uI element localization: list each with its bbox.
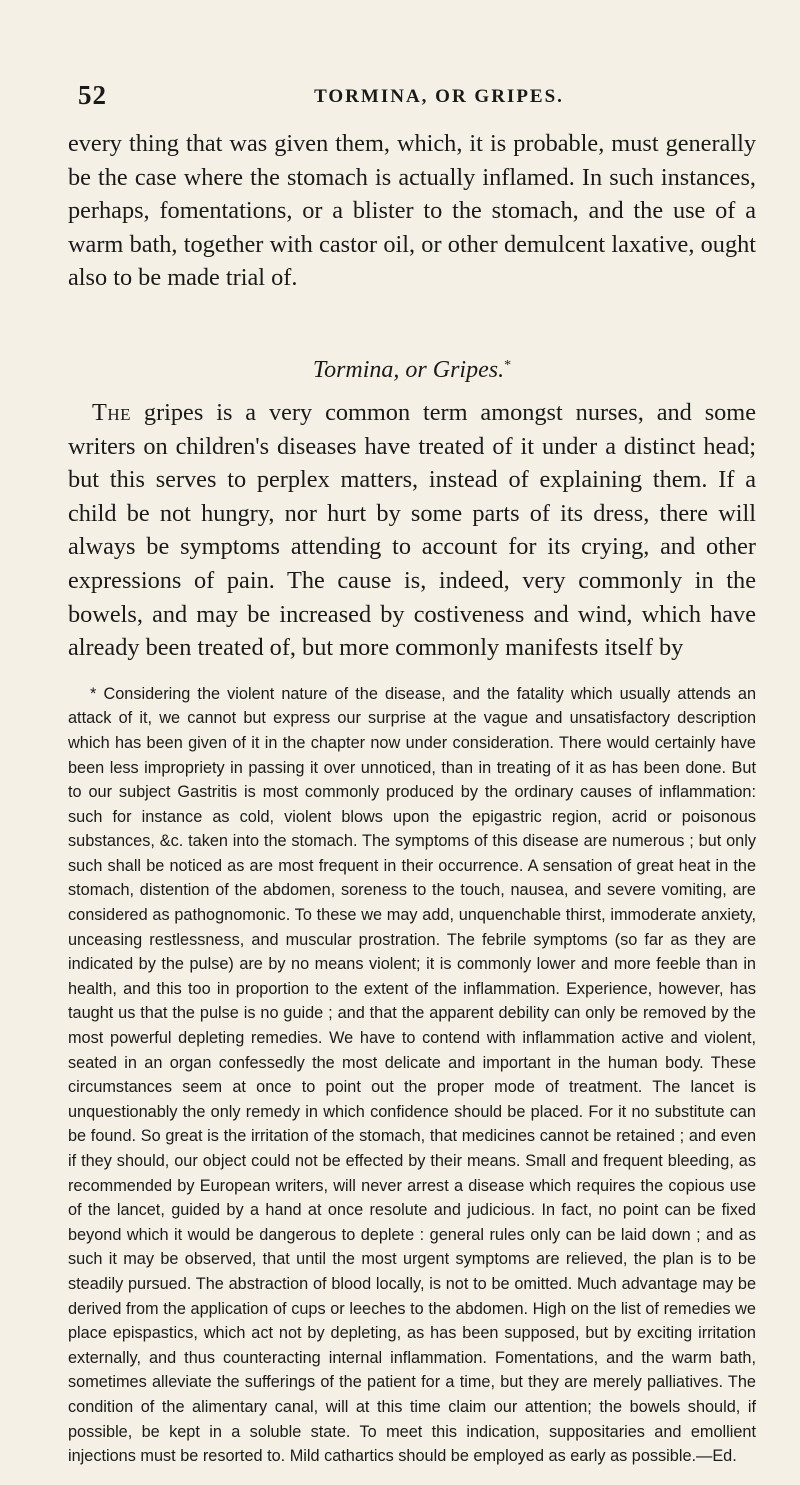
page-content: [68, 127, 756, 1485]
footnote: [68, 682, 756, 1469]
section-heading: [68, 357, 756, 384]
section-paragraph: [68, 396, 756, 665]
continuation-paragraph: every thing that was given them, which, it is probable, must generally be the case where the stomach is actually inflamed. In such instances, perhaps, fomentations, or a blister to the stomach, and the use of a warm bath, together with castor oil, or other demulcent laxative, ought also to be made trial of.: [68, 130, 756, 292]
section-title: Tormina, or Gripes.: [312, 356, 505, 383]
page-header: [78, 80, 754, 110]
running-title: TORMINA, OR GRIPES.: [314, 86, 564, 107]
footnote-marker: *: [90, 684, 97, 703]
section-paragraph-text: gripes is a very common term amongst nurses, and some writers on children's diseases have treated of it under a distinct head; but this serves to perplex matters, instead of explaining them. If a child be not hungry, nor hurt by some parts of its dress, there will always be symptoms attending to account for its crying, and other expressions of pain. The cause is, indeed, very commonly in the bowels, and may be increased by costiveness and wind, which have already been treated of, but more commonly manifests itself by: [68, 398, 756, 662]
footnote-reference: *: [504, 357, 512, 373]
lead-word: The: [92, 398, 132, 426]
footnote-text: Considering the violent nature of the disease, and the fatality which usually attends an attack of it, we cannot but express our surprise at the vague and unsatisfactory description which has been given of it in the chapter now under consideration. There would certainly have been less impropriety in passing it over unnoticed, than in treating of it as has been done. But to our subject Gastritis is most commonly produced by the ordinary causes of inflammation: such for instance as cold, violent blows upon the epigastric region, acrid or poisonous substances, &c. taken into the stomach. The symptoms of this disease are numerous ; but only such shall be noticed as are most frequent in their occurrence. A sensation of great heat in the stomach, distention of the abdomen, soreness to the touch, nausea, and severe vomiting, are considered as pathognomonic. To these we may add, unquenchable thirst, immoderate anxiety, unceasing restlessness, and muscular prostration. The febrile symptoms (so far as they are indicated by the pulse) are by no means violent; it is commonly lower and more feeble than in health, and this too in proportion to the extent of the inflammation. Experience, however, has taught us that the pulse is no guide ; and that the apparent debility can only be removed by the most powerful depleting remedies. We have to contend with inflammation active and violent, seated in an organ confessedly the most delicate and important in the human body. These circumstances seem at once to point out the proper mode of treatment. The lancet is unquestionably the only remedy in which confidence should be placed. For it no substitute can be found. So great is the irritation of the stomach, that medicines cannot be retained ; and even if they should, our object could not be effected by their means. Small and frequent bleeding, as recommended by European writers, will never arrest a disease which requires the copious use of the lancet, guided by a hand at once resolute and judicious. In fact, no point can be fixed beyond which it would be dangerous to deplete : general rules only can be laid down ; and as such it may be observed, that until the most urgent symptoms are relieved, the plan is to be steadily pursued. The abstraction of blood locally, is not to be omitted. Much advantage may be derived from the application of cups or leeches to the abdomen. High on the list of remedies we place epispastics, which act not by depleting, as has been supposed, but by exciting irritation externally, and thus counteracting internal inflammation. Fomentations, and the warm bath, sometimes alleviate the sufferings of the patient for a time, but they are merely palliatives. The condition of the alimentary canal, will at this time claim our attention; the bowels should, if possible, be kept in a soluble state. To meet this indication, suppositaries and emollient injections must be resorted to. Mild cathartics should be employed as early as possible.—Ed.: [68, 684, 757, 1466]
page-number: 52: [78, 80, 107, 110]
